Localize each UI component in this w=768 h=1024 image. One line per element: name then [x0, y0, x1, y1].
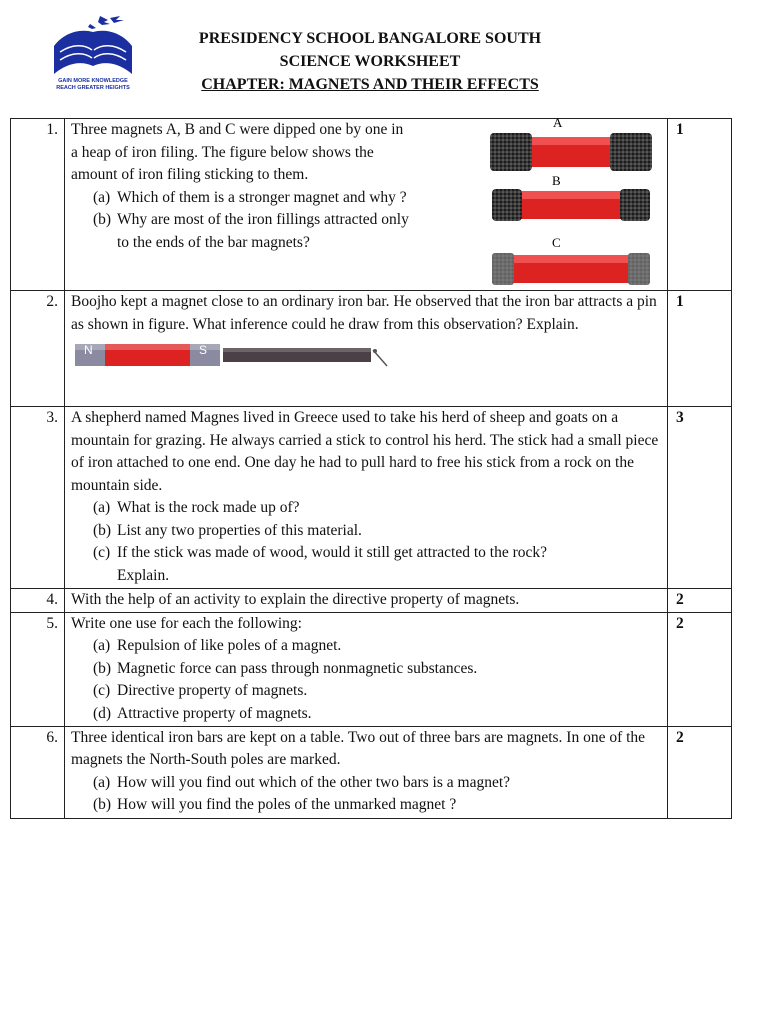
- magnet-label-c: C: [552, 235, 561, 250]
- question-text: [65, 612, 668, 726]
- pole-s-label: S: [199, 343, 208, 357]
- question-line: amount of iron filing sticking to them.: [71, 166, 309, 183]
- magnet-label-a: A: [553, 115, 563, 130]
- sub-question: (b) Magnetic force can pass through nonmagnetic substances.: [93, 659, 478, 677]
- magnet-iron-bar-figure: [75, 340, 415, 370]
- question-line: Three magnets A, B and C were dipped one by one in: [71, 121, 404, 138]
- table-row: [11, 119, 732, 291]
- question-number: 3.: [11, 407, 65, 589]
- worksheet-title: SCIENCE WORKSHEET: [279, 53, 461, 70]
- question-body: Write one use for each the following:: [71, 614, 302, 632]
- question-text: [65, 115, 668, 291]
- question-text: [65, 291, 668, 407]
- magnet-label-b: B: [552, 173, 561, 188]
- sub-question-continued: to the ends of the bar magnets?: [117, 233, 310, 251]
- question-number: 2.: [11, 291, 65, 407]
- question-body: Boojho kept a magnet close to an ordinary iron bar. He observed that the iron bar attracts a pin as shown in figure. What inference could he draw from this observation? Explain.: [71, 293, 657, 333]
- logo-tagline-1: GAIN MORE KNOWLEDGE: [58, 78, 128, 84]
- question-marks: 3: [668, 407, 732, 589]
- school-name: PRESIDENCY SCHOOL BANGALORE SOUTH: [198, 30, 542, 47]
- table-row: [11, 589, 732, 613]
- question-body: Three identical iron bars are kept on a table. Two out of three bars are magnets. In one of the magnets the North-South poles are marked.: [71, 728, 646, 768]
- question-text: [65, 726, 668, 818]
- question-number: 6.: [11, 726, 65, 818]
- question-marks: 2: [668, 612, 732, 726]
- sub-question: (b) List any two properties of this material.: [93, 521, 362, 539]
- sub-question: (c) If the stick was made of wood, would it still get attracted to the rock?: [93, 544, 548, 561]
- question-marks: 2: [668, 589, 732, 613]
- sub-question-continued: Explain.: [117, 566, 170, 584]
- pole-n-label: N: [84, 343, 93, 357]
- table-row: [11, 726, 732, 818]
- chapter-title: CHAPTER: MAGNETS AND THEIR EFFECTS: [201, 76, 539, 93]
- sub-question: (a) Which of them is a stronger magnet and why ?: [93, 188, 407, 206]
- logo-tagline: [48, 78, 138, 92]
- question-number: 4.: [11, 589, 65, 613]
- sub-question: (b) How will you find the poles of the unmarked magnet ?: [93, 796, 457, 813]
- question-text: [65, 407, 668, 589]
- question-marks: 2: [668, 726, 732, 818]
- worksheet-header: [0, 0, 768, 110]
- question-number: 5.: [11, 612, 65, 726]
- question-marks: 1: [668, 119, 732, 291]
- sub-question: (d) Attractive property of magnets.: [93, 704, 312, 722]
- table-row: [11, 407, 732, 589]
- question-marks: 1: [668, 291, 732, 407]
- question-number: 1.: [11, 119, 65, 291]
- table-row: [11, 291, 732, 407]
- sub-question: (a) How will you find out which of the other two bars is a magnet?: [93, 773, 511, 791]
- sub-question: (a) What is the rock made up of?: [93, 499, 300, 516]
- logo-tagline-2: REACH GREATER HEIGHTS: [56, 85, 130, 91]
- sub-question: (b) Why are most of the iron fillings attracted only: [93, 211, 409, 228]
- question-text: With the help of an activity to explain the directive property of magnets.: [65, 589, 668, 613]
- title-block: [150, 27, 590, 96]
- sub-question: (c) Directive property of magnets.: [93, 682, 308, 699]
- question-body: A shepherd named Magnes lived in Greece used to take his herd of sheep and goats on a mountain for grazing. He always carried a stick to control his herd. The stick had a small piece of iron attached to one end. One day he had to pull hard to free his stick from a rock on the mountain side.: [71, 409, 659, 494]
- table-row: [11, 612, 732, 726]
- bar-magnets-figure: [480, 113, 660, 293]
- questions-table: [10, 115, 732, 819]
- question-line: a heap of iron filing. The figure below shows the: [71, 143, 374, 161]
- sub-question: (a) Repulsion of like poles of a magnet.: [93, 637, 342, 654]
